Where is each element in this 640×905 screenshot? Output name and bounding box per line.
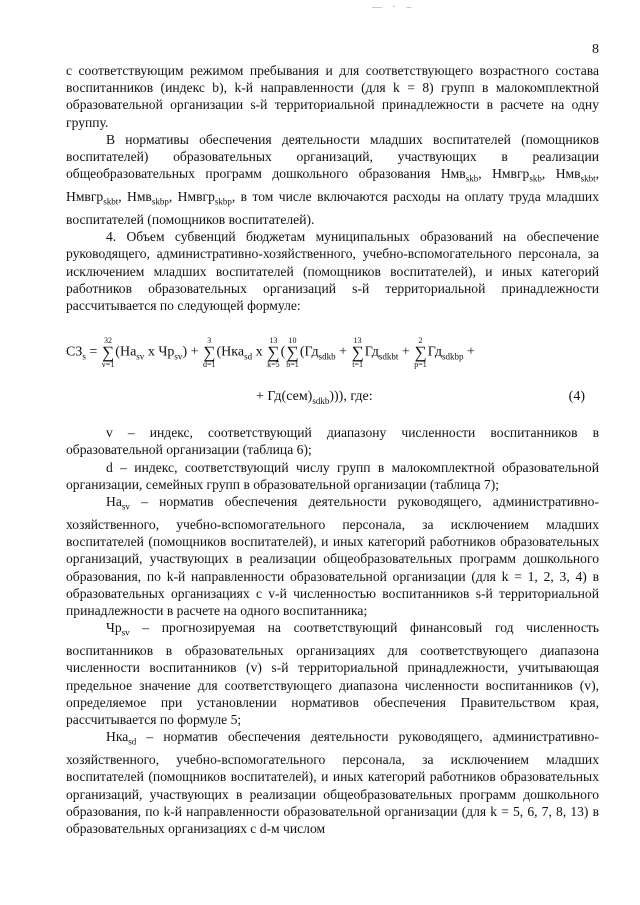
sum-symbol: 13 ∑ k=5 (267, 336, 280, 370)
formula-line-1: $СЗ_s$ = 32 ∑ v=1 ($На_{sv}$ х $Чр_{sv}$) + 3 ∑ d=1 (Нка$_{sd}$ х 13 ∑ k=5 ( 10 ∑ b=1 ($Гд_{sdkb}$ + 13 ∑ t=1 $Гд_{sdkbt}$ + 2 ∑ p=1 $Гд_{sdkbp}$ + (66, 336, 475, 370)
document-body (66, 62, 599, 837)
paragraph: $На_{sv}$ – норматив обеспечения деятельности руководящего, административно-хозяйственного, учебно-вспомогательного персонала, за исключением младших воспитателей (помощников воспитателей), и иных категорий работников образовательных организаций, участвующих в реализации общеобразовательных программ дошкольного образования, по k-й направленности образовательной организации (для k = 1, 2, 3, 4) в образовательных организациях с v-й численностью воспитанников s-й территориальной принадлежности в расчете на одного воспитанника; (66, 494, 599, 619)
sum-symbol: 13 ∑ t=1 (351, 336, 364, 370)
paragraph: v – индекс, соответствующий диапазону численности воспитанников в образовательной организации (таблица 6); (66, 425, 599, 458)
formula-number: (4) (568, 389, 585, 405)
paragraph: $Чр_{sv}$ – прогнозируемая на соответствующий финансовый год численность воспитанников в образовательных организациях для соответствующего диапазона численности воспитанников (v) s-й территориальной принадлежности, учитывающая предельное значение для соответствующего диапазона численности воспитанников (v), определяемое при установлении нормативов обеспечения Правительством края, рассчитывается по формуле 5; (66, 620, 599, 727)
sum-symbol: 10 ∑ b=1 (286, 336, 299, 370)
paragraph: В нормативы обеспечения деятельности младших воспитателей (помощников воспитателей) образовательных организаций, участвующих в реализации общеобразовательных программ дошкольного образования Нмв$_{skb}$, Нмвгр$_{skb}$, Нмв$_{skbt}$, Нмвгр$_{skbt}$, Нмв$_{skbp}$, Нмвгр$_{skbp}$, в том числе включаются расходы на оплату труда младших воспитателей (помощников воспитателей). (66, 131, 599, 228)
paragraph: Нка$_{sd}$ – норматив обеспечения деятельности руководящего, административно-хозяйственного, учебно-вспомогательного персонала, за исключением младших воспитателей (помощников воспитателей), и иных категорий работников образовательных организаций, участвующих в реализации общеобразовательных программ дошкольного образования, по k-й направленности образовательной организации (для k = 5, 6, 7, 8, 13) в образовательных организациях с d-м числом (66, 729, 599, 836)
formula-lhs: СЗ (66, 345, 83, 360)
sum-symbol: 32 ∑ v=1 (101, 336, 115, 370)
header-marks: — · – (372, 2, 416, 13)
paragraph: 4. Объем субвенций бюджетам муниципальных образований на обеспечение руководящего, административно-хозяйственного, учебно-вспомогательного персонала, за исключением младших воспитателей (помощников воспитателей), и иных категорий работников образовательных организаций s-й территориальной принадлежности рассчитывается по следующей формуле: (66, 229, 599, 314)
sum-symbol: 3 ∑ d=1 (203, 336, 216, 370)
formula-line-2: + $Гд(сем)_{sdkb}$))), где: (256, 389, 373, 407)
sum-symbol: 2 ∑ p=1 (414, 336, 427, 370)
formula-4 (66, 326, 599, 418)
paragraph: с соответствующим режимом пребывания и для соответствующего возрастного состава воспитанников (индекс b), k-й направленности (для k = 8) групп в малокомплектной образовательной организации s-й территориальной принадлежности в расчете на одну группу. (66, 63, 599, 130)
paragraph: d – индекс, соответствующий числу групп в малокомплектной образовательной организации, семейных групп в образовательной организации (таблица 7); (66, 459, 599, 492)
page-number: 8 (592, 42, 599, 57)
